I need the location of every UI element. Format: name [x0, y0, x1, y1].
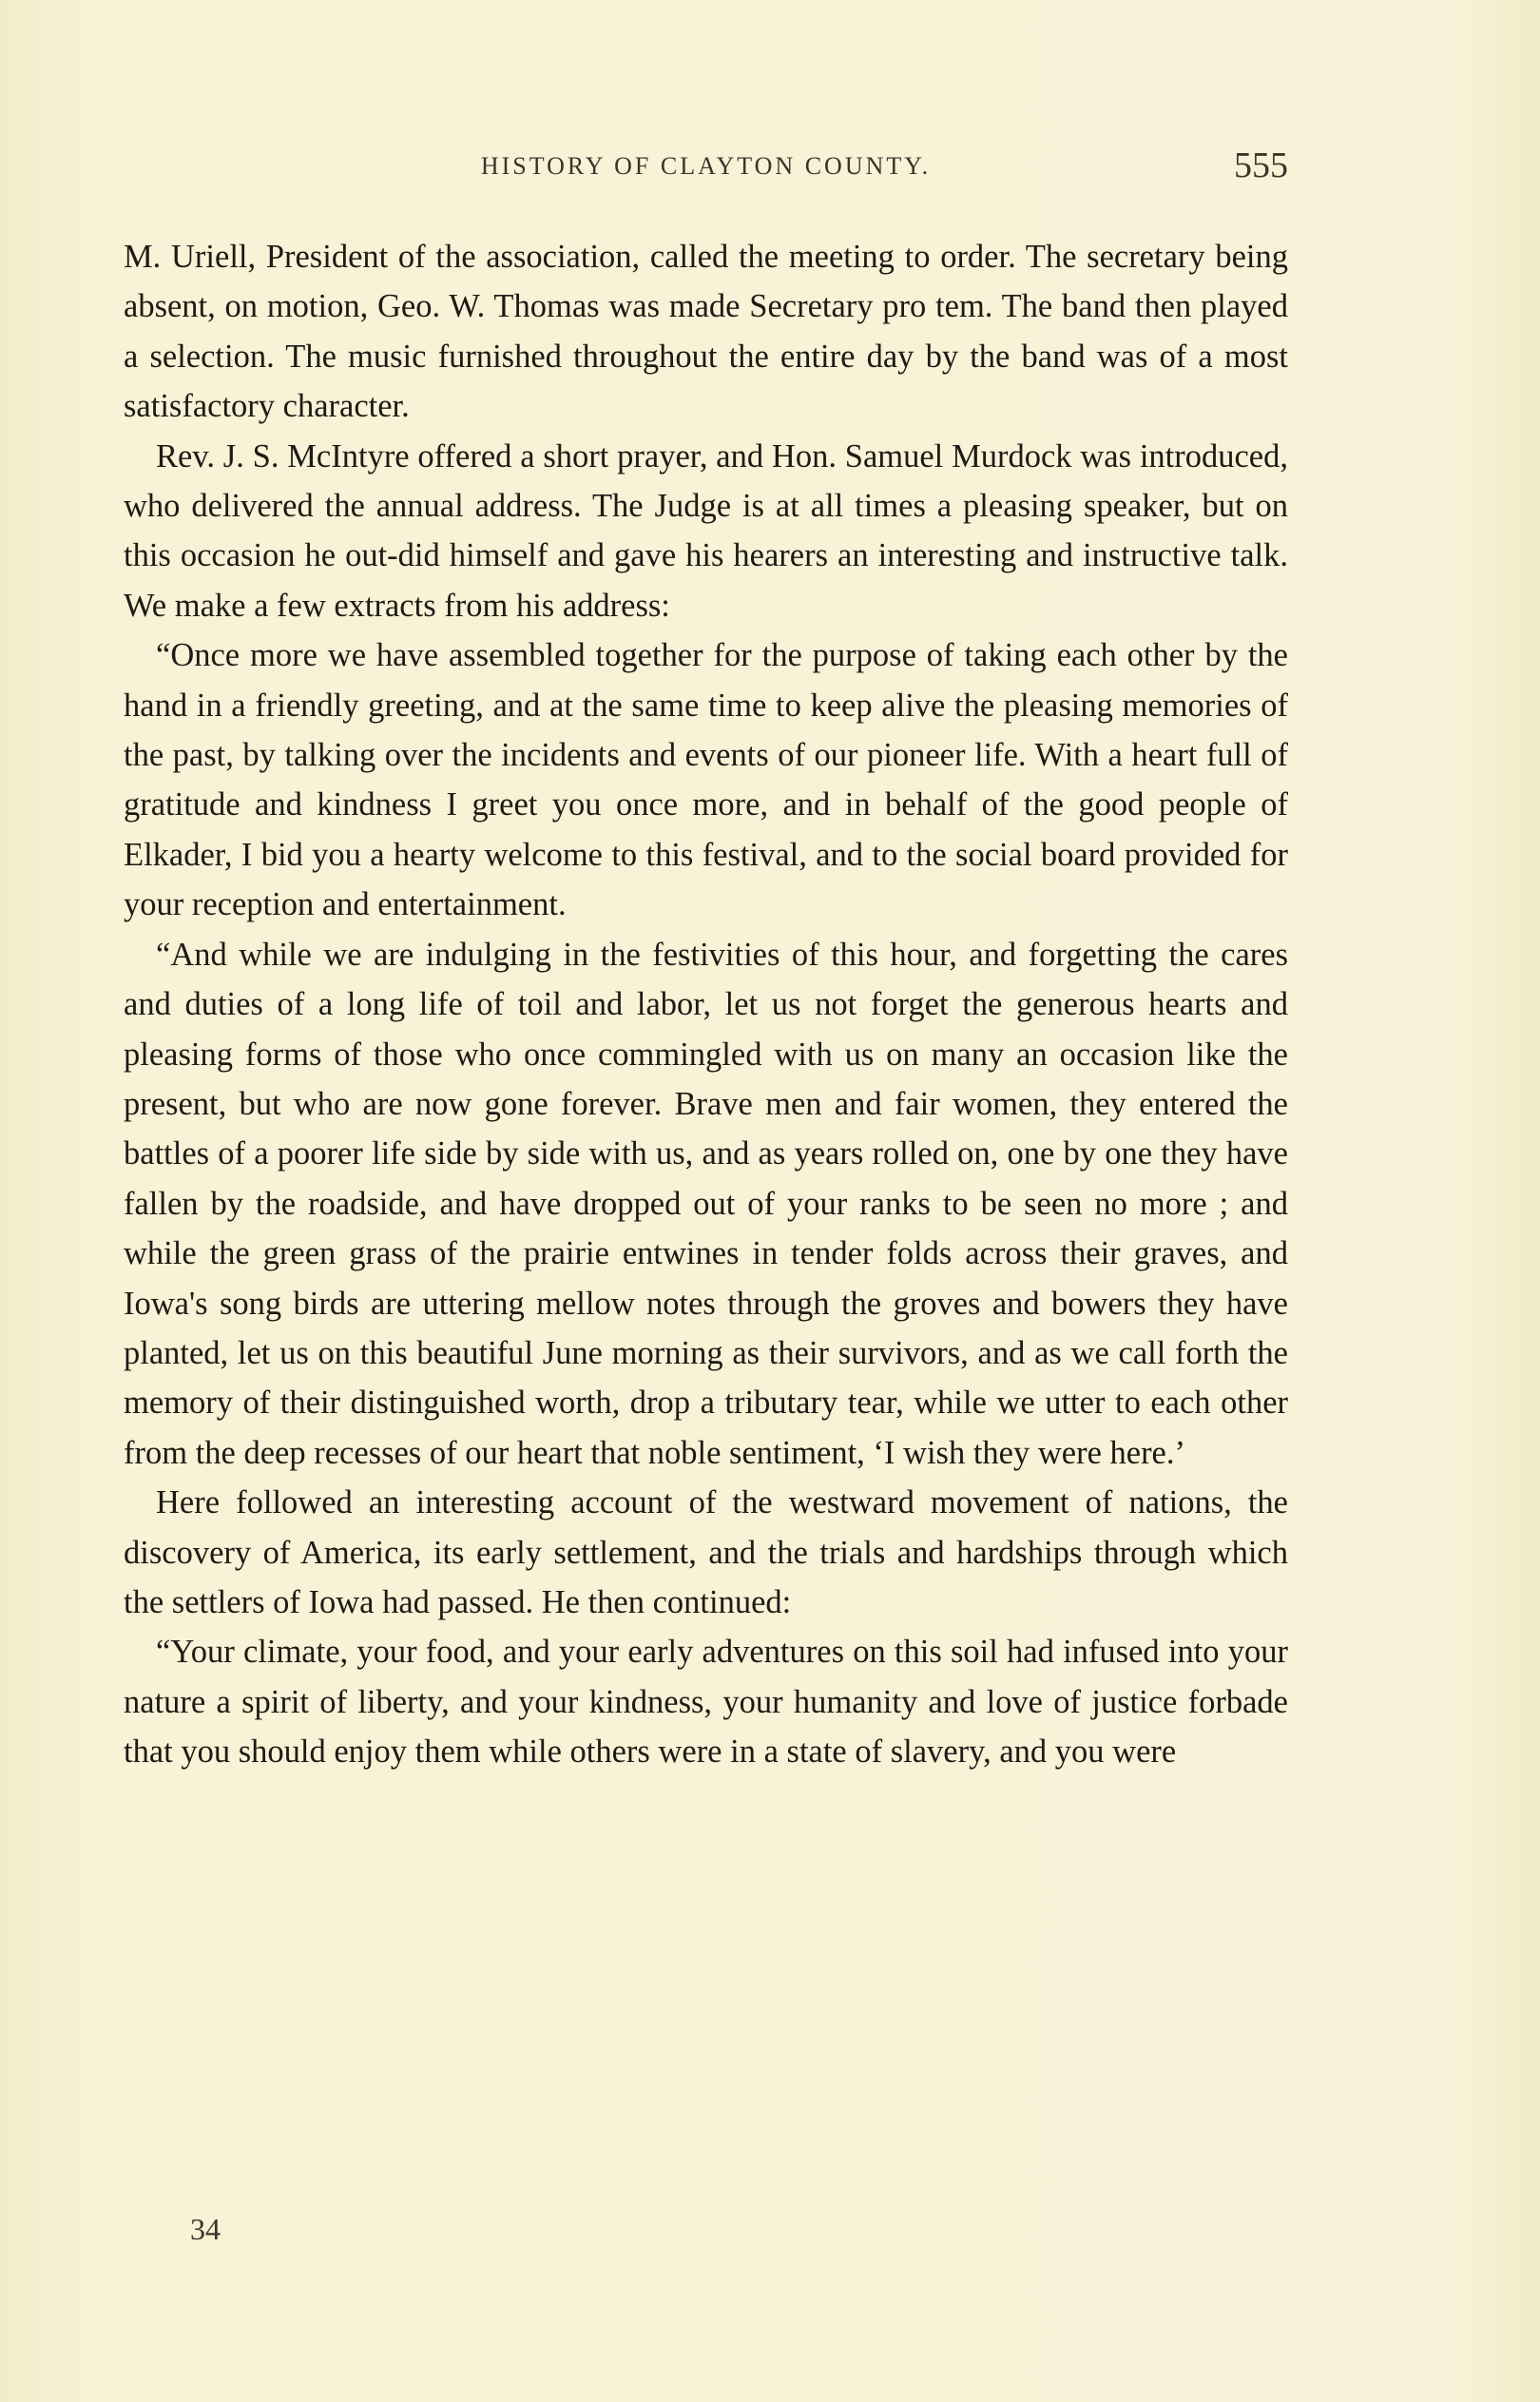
signature-mark: 34 [190, 2212, 221, 2246]
paragraph-3: “Once more we have assembled together for the purpose of taking each other by the hand in a friendly greeting, and at the same time to keep alive the pleasing memories of the past, by talking over the incidents and events of our pioneer life. With a heart full of gratitude and kindness I greet you once more, and in behalf of the good people of Elkader, I bid you a hearty welcome to this festival, and to the social board provided for your reception and entertainment. [124, 637, 1288, 923]
paragraph-6: “Your climate, your food, and your early adventures on this soil had infused into your nature a spirit of liberty, and your kindness, your humanity and love of justice forbade that you should enjoy them while others were in a state of slavery, and you were [124, 1634, 1288, 1771]
paragraph-1: M. Uriell, President of the association, called the meeting to order. The secretary being absent, on motion, Geo. W. Thomas was made Secretary pro tem. The band then played a selection. The music furnished throughout the entire day by the band was of a most satisfactory character. [124, 239, 1288, 425]
body-text [124, 232, 1288, 1777]
paragraph-5: Here followed an interesting account of the westward movement of nations, the discovery of America, its early settlement, and the trials and hardships through which the settlers of Iowa had passed. He then continued: [124, 1484, 1288, 1620]
paragraph-2: Rev. J. S. McIntyre offered a short prayer, and Hon. Samuel Murdock was introduced, who delivered the annual address. The Judge is at all times a pleasing speaker, but on this occasion he out-did himself and gave his hearers an interesting and instructive talk. We make a few extracts from his address: [124, 437, 1288, 624]
page-header [124, 145, 1288, 192]
running-title: HISTORY OF CLAYTON COUNTY. [480, 152, 932, 180]
paragraph-4: “And while we are indulging in the festivities of this hour, and forgetting the cares and duties of a long life of toil and labor, let us not forget the generous hearts and pleasing forms of those who once commingled with us on many an occasion like the present, but who are now gone forever. Brave men and fair women, they entered the battles of a poorer life side by side with us, and as years rolled on, one by one they have fallen by the roadside, and have dropped out of your ranks to be seen no more ; and while the green grass of the prairie entwines in tender folds across their graves, and Iowa's song birds are uttering mellow notes through the groves and bowers they have planted, let us on this beautiful June morning as their survivors, and as we call forth the memory of their distinguished worth, drop a tributary tear, while we utter to each other from the deep recesses of our heart that noble sentiment, ‘I wish they were here.’ [124, 936, 1288, 1471]
page-number: 555 [1234, 145, 1288, 185]
